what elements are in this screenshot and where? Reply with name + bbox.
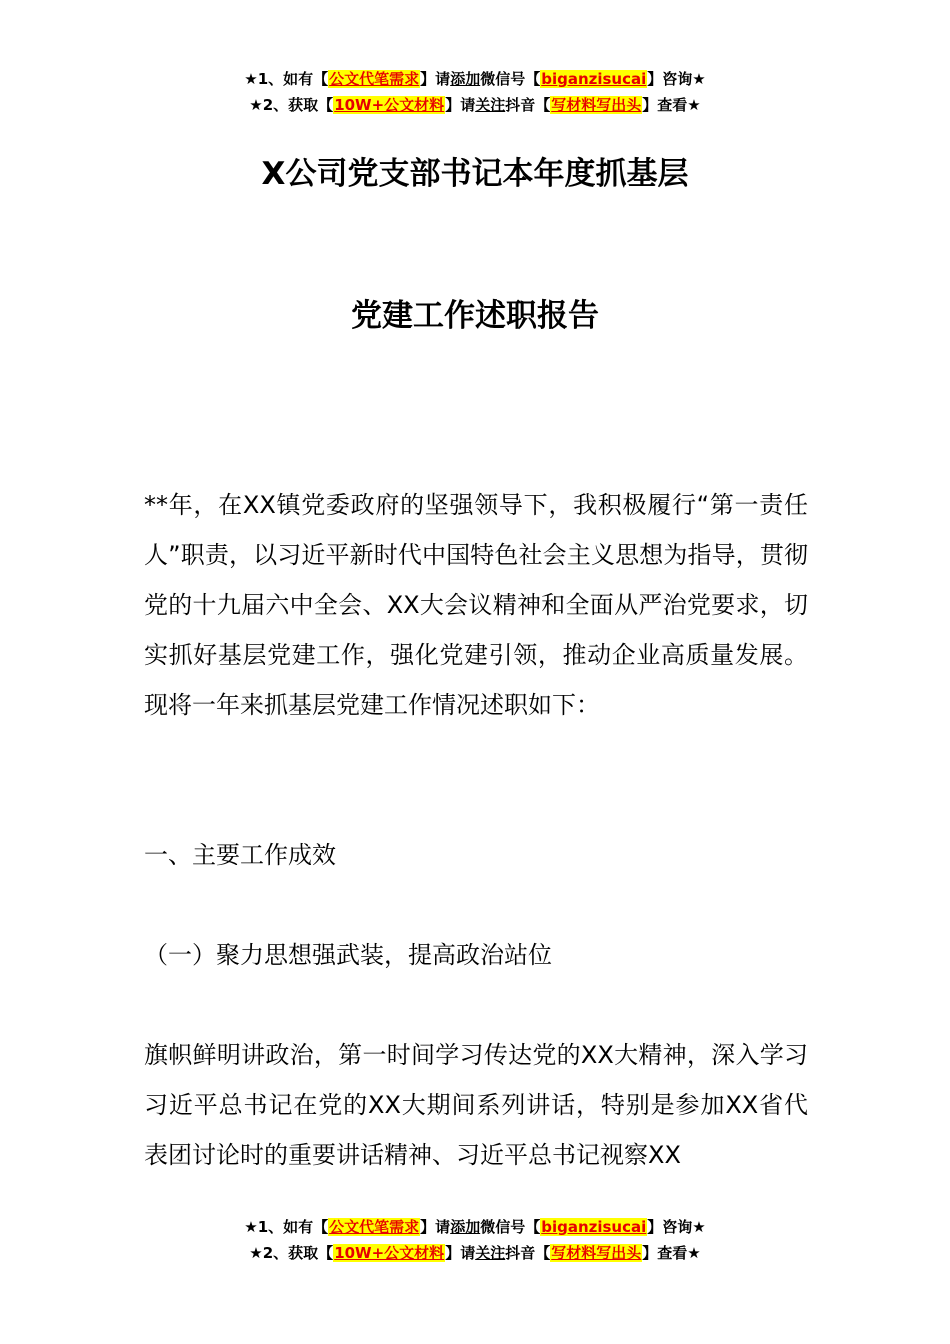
top-banner bbox=[0, 66, 950, 118]
banner-text: 】咨询★ bbox=[647, 1218, 706, 1236]
banner-highlight-douyin-id: 写材料写出头 bbox=[551, 1244, 642, 1262]
body-paragraph: 旗帜鲜明讲政治，第一时间学习传达党的XX大精神，深入学习习近平总书记在党的XX大期间系列讲话，特别是参加XX省代表团讨论时的重要讲话精神、习近平总书记视察XX bbox=[144, 1041, 808, 1169]
banner-text: 】咨询★ bbox=[647, 70, 706, 88]
section-heading: 一、主要工作成效 bbox=[144, 841, 336, 869]
banner-underline-add: 添加 bbox=[450, 1218, 481, 1236]
banner-text: 】请 bbox=[445, 96, 476, 114]
banner-line-1 bbox=[0, 1214, 950, 1240]
banner-line-1 bbox=[0, 66, 950, 92]
banner-highlight-wechat-id: biganzisucai bbox=[541, 70, 647, 88]
document-title-line-2: 党建工作述职报告 bbox=[351, 298, 599, 334]
banner-underline-add: 添加 bbox=[450, 70, 481, 88]
banner-line-2 bbox=[0, 1240, 950, 1266]
banner-highlight-service: 公文代笔需求 bbox=[329, 1218, 420, 1236]
banner-text: 】查看★ bbox=[642, 1244, 701, 1262]
document-title-line-1: X公司党支部书记本年度抓基层 bbox=[261, 156, 689, 192]
banner-text: 】请 bbox=[445, 1244, 476, 1262]
banner-text: ★1、如有【 bbox=[244, 70, 329, 88]
banner-highlight-materials: 10W+公文材料 bbox=[334, 96, 445, 114]
banner-text: 】请 bbox=[420, 70, 451, 88]
banner-text: 抖音【 bbox=[505, 1244, 551, 1262]
banner-highlight-douyin-id: 写材料写出头 bbox=[551, 96, 642, 114]
subsection-heading: （一）聚力思想强武装，提高政治站位 bbox=[144, 941, 552, 969]
banner-text: 微信号【 bbox=[480, 1218, 541, 1236]
banner-underline-follow: 关注 bbox=[475, 1244, 506, 1262]
banner-text: ★1、如有【 bbox=[244, 1218, 329, 1236]
bottom-banner bbox=[0, 1214, 950, 1266]
intro-paragraph: **年，在XX镇党委政府的坚强领导下，我积极履行“第一责任人”职责，以习近平新时代中国特色社会主义思想为指导，贯彻党的十九届六中全会、XX大会议精神和全面从严治党要求，切实抓好基层党建工作，强化党建引领，推动企业高质量发展。现将一年来抓基层党建工作情况述职如下： bbox=[144, 491, 808, 719]
banner-text: 微信号【 bbox=[480, 70, 541, 88]
banner-text: ★2、获取【 bbox=[249, 96, 334, 114]
banner-line-2 bbox=[0, 92, 950, 118]
banner-text: ★2、获取【 bbox=[249, 1244, 334, 1262]
banner-text: 】请 bbox=[420, 1218, 451, 1236]
banner-highlight-materials: 10W+公文材料 bbox=[334, 1244, 445, 1262]
banner-highlight-service: 公文代笔需求 bbox=[329, 70, 420, 88]
banner-underline-follow: 关注 bbox=[475, 96, 506, 114]
banner-highlight-wechat-id: biganzisucai bbox=[541, 1218, 647, 1236]
banner-text: 】查看★ bbox=[642, 96, 701, 114]
banner-text: 抖音【 bbox=[505, 96, 551, 114]
